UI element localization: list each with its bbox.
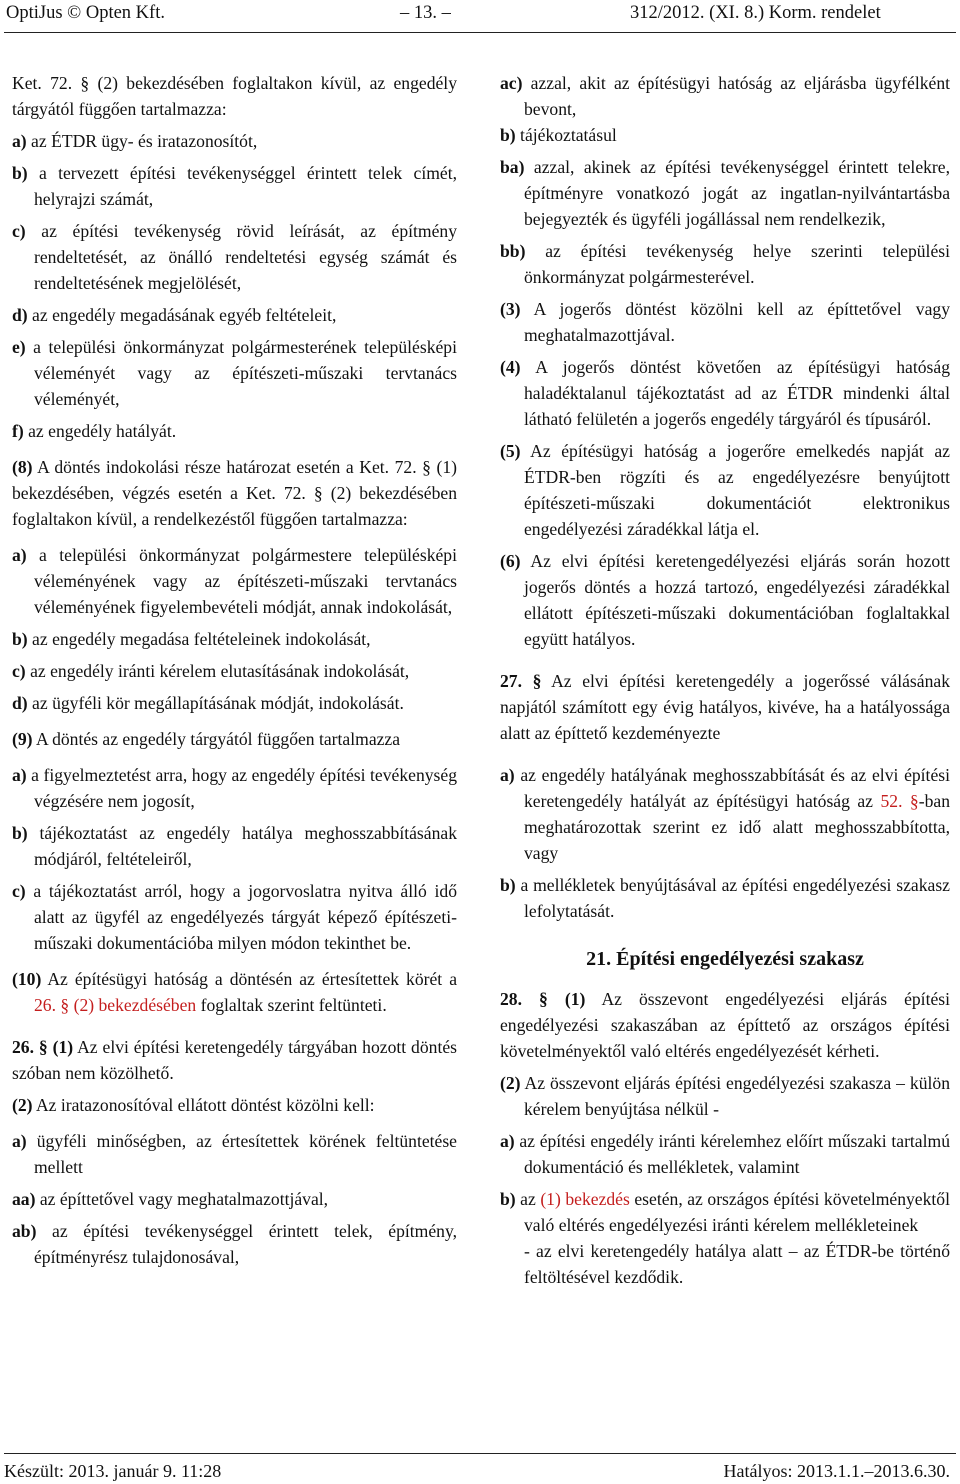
reference-link-28-1[interactable]: (1) bekezdés (540, 1189, 630, 1209)
paragraph-9: (9) A döntés az engedély tárgyától függően tartalmazza (12, 729, 401, 749)
paragraph-3: (3) A jogerős döntést közölni kell az építtetővel vagy meghatalmazottjával. (500, 299, 950, 345)
intro-list (12, 128, 457, 444)
list-item: aa) az építtetővel vagy meghatalmazottjával, (12, 1189, 329, 1209)
list-item: ab) az építési tevékenységgel érintett telek, építmény, építményrész tulajdonosával, (12, 1221, 457, 1267)
list-item: c) az engedély iránti kérelem elutasításának indokolását, (12, 661, 410, 681)
list-item: a) az ÉTDR ügy- és iratazonosítót, (12, 131, 258, 151)
paragraph-9-list (12, 762, 457, 956)
footer-created: Készült: 2013. január 9. 11:28 (4, 1461, 222, 1481)
reference-link-52[interactable]: 52. § (880, 791, 919, 811)
list-item: bb) az építési tevékenység helye szerinti települési önkormányzat polgármesterével. (500, 241, 950, 287)
section-26-2: (2) Az iratazonosítóval ellátott döntést közölni kell: (12, 1095, 375, 1115)
paragraph-4: (4) A jogerős döntést követően az építésügyi hatóság haladéktalanul tájékoztatást ad az ÉTDR mindenki által látható felületén a jogerős engedély tárgyáról és típusáról. (500, 357, 950, 429)
header-page-number: – 13. – (400, 3, 451, 23)
intro-paragraph: Ket. 72. § (2) bekezdésében foglaltakon kívül, az engedély tárgyától függően tartalmazza: (12, 73, 457, 119)
list-item: b) tájékoztatásul (500, 125, 617, 145)
section-26-1: 26. § (1) Az elvi építési keretengedély tárgyában hozott döntés szóban nem közölhető. (12, 1037, 457, 1083)
recipient-list (500, 70, 950, 290)
footer-rule (4, 1453, 956, 1454)
reference-link-26-2[interactable]: 26. § (2) bekezdésében (34, 995, 197, 1015)
paragraph-8-list (12, 542, 457, 716)
header-regulation: 312/2012. (XI. 8.) Korm. rendelet (630, 3, 881, 23)
list-item: ba) azzal, akinek az építési tevékenységgel érintett telekre, építményre vonatkozó jogát az ingatlan-nyilvántartásba bejegyezték és ügyféli jogállással nem rendelkezik, (500, 157, 950, 229)
paragraph-8: (8) A döntés indokolási része határozat esetén a Ket. 72. § (1) bekezdésében, végzés esetén a Ket. 72. § (2) bekezdésében foglaltakon kívül, a rendelkezéstől függően tartalmazza: (12, 457, 457, 529)
section-28-tail: - az elvi keretengedély hatálya alatt – az ÉTDR-be történő feltöltésével kezdődik. (524, 1241, 950, 1287)
left-column (12, 70, 457, 1270)
list-item: a) az engedély hatályának meghosszabbítását és az elvi építési keretengedély hatályát az építésügyi hatóság az 52. §-ban meghatározottak szerint ez idő alatt meghosszabbította, vagy (500, 765, 950, 863)
footer-valid: Hatályos: 2013.1.1.–2013.6.30. (723, 1461, 950, 1481)
list-item: a) a települési önkormányzat polgármestere településképi véleményének vagy az építészeti-műszaki tervtanács véleményének figyelembevételi módját, annak indokolását, (12, 545, 457, 617)
list-item: d) az ügyféli kör megállapításának módját, indokolását. (12, 693, 404, 713)
section-28-2: (2) Az összevont eljárás építési engedélyezési szakasza – külön kérelem benyújtása nélkül - (500, 1073, 950, 1119)
section-26-list (12, 1128, 457, 1270)
list-item: c) a tájékoztatást arról, hogy a jogorvoslatra nyitva álló idő alatt az ügyfél az engedélyezés tárgyát képező építészeti-műszaki dokumentációba milyen módon tekinthet be. (12, 881, 457, 953)
paragraph-6: (6) Az elvi építési keretengedélyezési eljárás során hozott jogerős döntés a hozzá tartozó, engedélyezési záradékkal ellátott építészeti-műszaki dokumentációban foglaltakkal együtt hatályos. (500, 551, 950, 649)
list-item: d) az engedély megadásának egyéb feltételeit, (12, 305, 337, 325)
header-publisher: OptiJus © Opten Kft. (6, 3, 165, 23)
paragraph-10: (10) Az építésügyi hatóság a döntésén az értesítettek körét a 26. § (2) bekezdésében foglaltak szerint feltünteti. (12, 969, 457, 1015)
list-item: e) a települési önkormányzat polgármesterének településképi véleményét vagy az építészeti-műszaki tervtanács véleményét, (12, 337, 457, 409)
section-28-1: 28. § (1) Az összevont engedélyezési eljárás építési engedélyezési szakaszában az építtető az országos építési követelményektől való eltérés engedélyezését kérheti. (500, 989, 951, 1061)
list-item: b) a tervezett építési tevékenységgel érintett telek címét, helyrajzi számát, (12, 163, 457, 209)
list-item: b) tájékoztatást az engedély hatálya meghosszabbításának módjáról, feltételeiről, (12, 823, 457, 869)
paragraph-5: (5) Az építésügyi hatóság a jogerőre emelkedés napját az ÉTDR-ben rögzíti és az engedélyezésre benyújtott építészeti-műszaki dokumentációt elektronikus engedélyezési záradékkal látja el. (500, 441, 950, 539)
list-item: a) ügyféli minőségben, az értesítettek körének feltüntetése mellett (12, 1131, 457, 1177)
list-item: c) az építési tevékenység rövid leírását, az építmény rendeltetését, az önálló rendeltetési egység számát és rendeltetésének megjelölését, (12, 221, 457, 293)
list-item: b) a mellékletek benyújtásával az építési engedélyezési szakasz lefolytatását. (500, 875, 950, 921)
list-item: a) az építési engedély iránti kérelemhez előírt műszaki tartalmú dokumentáció és mellékletek, valamint (500, 1131, 950, 1177)
list-item: f) az engedély hatályát. (12, 421, 177, 441)
list-item: a) a figyelmeztetést arra, hogy az engedély építési tevékenység végzésére nem jogosít, (12, 765, 457, 811)
list-item: ac) azzal, akit az építésügyi hatóság az eljárásba ügyfélként bevont, (500, 73, 950, 119)
section-27: 27. § Az elvi építési keretengedély a jogerőssé válásának napjától számított egy évig hatályos, kivéve, ha a hatályossága alatt az építtető kezdeményezte (500, 671, 950, 743)
list-item: b) az (1) bekezdés esetén, az országos építési követelményektől való eltérés engedélyezési iránti kérelem mellékleteinek (500, 1189, 950, 1235)
right-column (500, 70, 950, 1290)
list-item: b) az engedély megadása feltételeinek indokolását, (12, 629, 371, 649)
section-title: 21. Építési engedélyezési szakasz (586, 948, 864, 970)
header-rule (4, 32, 956, 33)
